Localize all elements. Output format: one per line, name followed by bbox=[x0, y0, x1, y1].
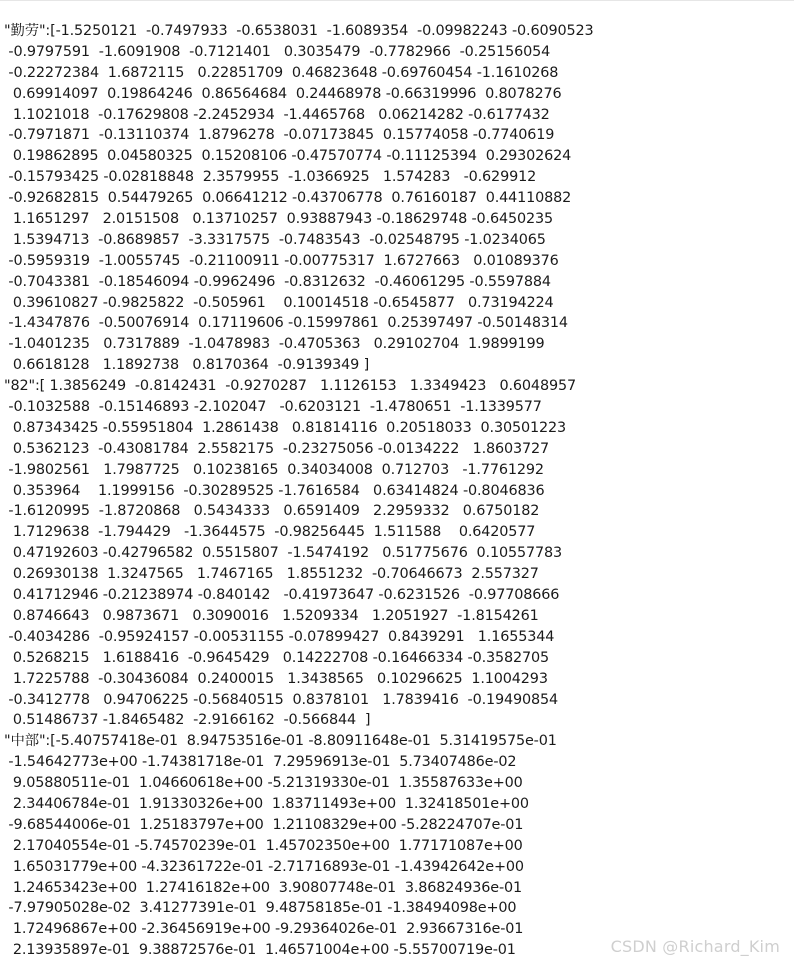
text-line: 2.34406784e-01 1.91330326e+00 1.83711493e+00 1.32418501e+00 bbox=[4, 795, 529, 812]
text-line: -1.6120995 -1.8720868 0.5434333 0.6591409 2.2959332 0.6750182 bbox=[4, 503, 540, 520]
text-line: -0.9797591 -1.6091908 -0.7121401 0.3035479 -0.7782966 -0.25156054 bbox=[4, 43, 551, 60]
text-line: 1.72496867e+00 -2.36456919e+00 -9.29364026e-01 2.93667316e-01 bbox=[4, 921, 524, 938]
text-line: -0.4034286 -0.95924157 -0.00531155 -0.07899427 0.8439291 1.1655344 bbox=[4, 628, 555, 645]
text-line: 0.5268215 1.6188416 -0.9645429 0.14222708 -0.16466334 -0.3582705 bbox=[4, 649, 550, 666]
text-line: 0.5362123 -0.43081784 2.5582175 -0.23275056 -0.0134222 1.8603727 bbox=[4, 440, 550, 457]
text-line: -0.15793425 -0.02818848 2.3579955 -1.0366925 1.574283 -0.629912 bbox=[4, 169, 537, 186]
text-line: 1.7129638 -1.794429 -1.3644575 -0.98256445 1.511588 0.6420577 bbox=[4, 524, 536, 541]
text-line: -0.7043381 -0.18546094 -0.9962496 -0.8312632 -0.46061295 -0.5597884 bbox=[4, 273, 551, 290]
text-line: 0.87343425 -0.55951804 1.2861438 0.81814116 0.20518033 0.30501223 bbox=[4, 419, 566, 436]
text-line: -0.1032588 -0.15146893 -2.102047 -0.6203121 -1.4780651 -1.1339577 bbox=[4, 399, 542, 416]
text-line: 0.51486737 -1.8465482 -2.9166162 -0.566844 ] bbox=[4, 712, 371, 729]
text-line: 1.65031779e+00 -4.32361722e-01 -2.71716893e-01 -1.43942642e+00 bbox=[4, 858, 524, 875]
text-line: 0.8746643 0.9873671 0.3090016 1.5209334 1.2051927 -1.8154261 bbox=[4, 607, 539, 624]
text-line: 0.41712946 -0.21238974 -0.840142 -0.41973647 -0.6231526 -0.97708666 bbox=[4, 587, 560, 604]
top-divider bbox=[0, 0, 794, 1]
text-line: 1.1651297 2.0151508 0.13710257 0.93887943 -0.18629748 -0.6450235 bbox=[4, 211, 554, 228]
csdn-watermark: CSDN @Richard_Kim bbox=[610, 937, 780, 956]
text-line: 2.17040554e-01 -5.74570239e-01 1.45702350e+00 1.77171087e+00 bbox=[4, 837, 523, 854]
text-line: -0.22272384 1.6872115 0.22851709 0.46823648 -0.69760454 -1.1610268 bbox=[4, 64, 559, 81]
text-line: -0.7971871 -0.13110374 1.8796278 -0.07173845 0.15774058 -0.7740619 bbox=[4, 127, 555, 144]
text-line: 0.19862895 0.04580325 0.15208106 -0.47570774 -0.11125394 0.29302624 bbox=[4, 148, 572, 165]
text-line: 0.353964 1.1999156 -0.30289525 -1.7616584 0.63414824 -0.8046836 bbox=[4, 482, 545, 499]
text-line: "中部":[-5.40757418e-01 8.94753516e-01 -8.80911648e-01 5.31419575e-01 bbox=[4, 733, 557, 750]
text-line: -0.5959319 -1.0055745 -0.21100911 -0.00775317 1.6727663 0.01089376 bbox=[4, 252, 559, 269]
text-line: -1.4347876 -0.50076914 0.17119606 -0.15997861 0.25397497 -0.50148314 bbox=[4, 315, 568, 332]
text-line: 0.69914097 0.19864246 0.86564684 0.24468978 -0.66319996 0.8078276 bbox=[4, 85, 562, 102]
text-line: 0.47192603 -0.42796582 0.5515807 -1.5474192 0.51775676 0.10557783 bbox=[4, 545, 563, 562]
text-line: 1.24653423e+00 1.27416182e+00 3.90807748e-01 3.86824936e-01 bbox=[4, 879, 523, 896]
text-line: -0.92682815 0.54479265 0.06641212 -0.43706778 0.76160187 0.44110882 bbox=[4, 190, 572, 207]
text-line: -1.0401235 0.7317889 -1.0478983 -0.4705363 0.29102704 1.9899199 bbox=[4, 336, 545, 353]
text-line: "82":[ 1.3856249 -0.8142431 -0.9270287 1.1126153 1.3349423 0.6048957 bbox=[4, 378, 576, 395]
text-line: -7.97905028e-02 3.41277391e-01 9.48758185e-01 -1.38494098e+00 bbox=[4, 900, 517, 917]
text-line: 2.13935897e-01 9.38872576e-01 1.46571004e+00 -5.55700719e-01 bbox=[4, 942, 516, 959]
text-line: 0.26930138 1.3247565 1.7467165 1.8551232 -0.70646673 2.557327 bbox=[4, 566, 539, 583]
text-line: 0.6618128 1.1892738 0.8170364 -0.9139349 ] bbox=[4, 357, 370, 374]
text-line: 0.39610827 -0.9825822 -0.505961 0.10014518 -0.6545877 0.73194224 bbox=[4, 294, 554, 311]
text-line: "勤劳":[-1.5250121 -0.7497933 -0.6538031 -1.6089354 -0.09982243 -0.6090523 bbox=[4, 23, 594, 39]
text-line: 1.7225788 -0.30436084 0.2400015 1.3438565 0.10296625 1.1004293 bbox=[4, 670, 548, 687]
text-line: -1.9802561 1.7987725 0.10238165 0.34034008 0.712703 -1.7761292 bbox=[4, 461, 544, 478]
vector-text-output bbox=[4, 21, 594, 961]
text-line: -1.54642773e+00 -1.74381718e-01 7.29596913e-01 5.73407486e-02 bbox=[4, 754, 517, 771]
text-line: -0.3412778 0.94706225 -0.56840515 0.8378101 1.7839416 -0.19490854 bbox=[4, 691, 559, 708]
text-line: 9.05880511e-01 1.04660618e+00 -5.21319330e-01 1.35587633e+00 bbox=[4, 775, 523, 792]
text-line: -9.68544006e-01 1.25183797e+00 1.21108329e+00 -5.28224707e-01 bbox=[4, 816, 524, 833]
text-line: 1.5394713 -0.8689857 -3.3317575 -0.7483543 -0.02548795 -1.0234065 bbox=[4, 231, 546, 248]
text-line: 1.1021018 -0.17629808 -2.2452934 -1.4465768 0.06214282 -0.6177432 bbox=[4, 106, 550, 123]
